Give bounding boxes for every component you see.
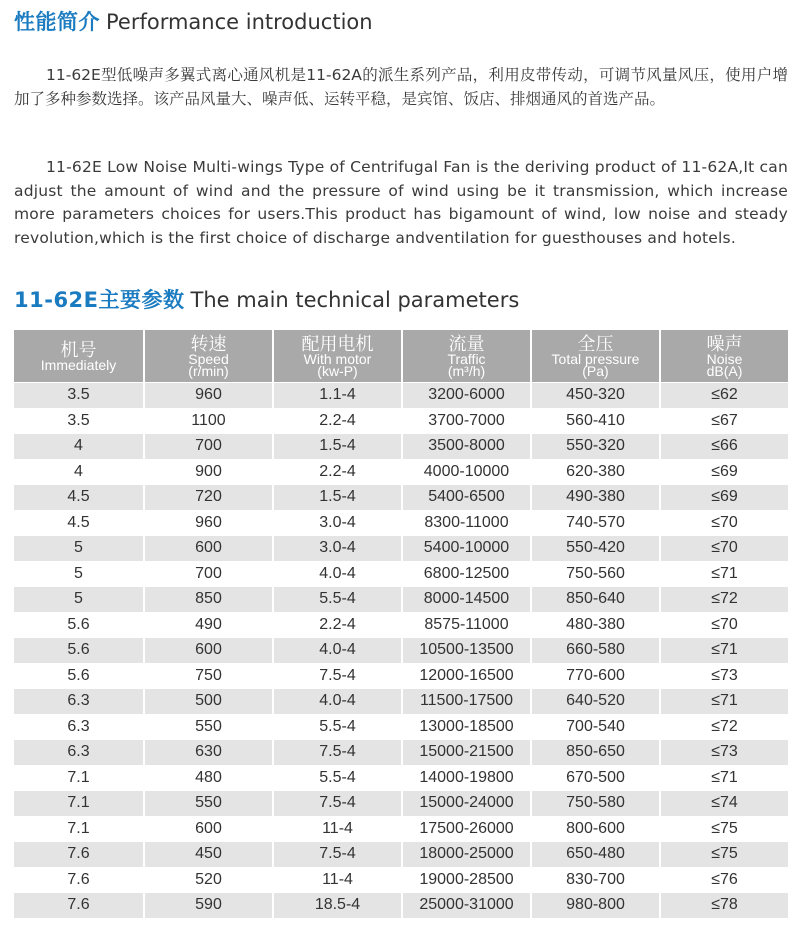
table-cell: ≤71 xyxy=(659,689,788,714)
table-cell: 5 xyxy=(14,536,143,561)
table-cell: 900 xyxy=(143,460,272,485)
column-header-cn: 转速 xyxy=(190,334,227,354)
table-cell: 11500-17500 xyxy=(401,689,530,714)
table-cell: ≤70 xyxy=(659,536,788,561)
heading-cn: 11-62E主要参数 xyxy=(14,288,185,312)
table-cell: 13000-18500 xyxy=(401,715,530,740)
column-header-unit: (kw-P) xyxy=(317,363,358,379)
table-cell: 700 xyxy=(143,434,272,459)
table-cell: 4.5 xyxy=(14,485,143,510)
table-cell: 520 xyxy=(143,868,272,893)
table-cell: 550-420 xyxy=(530,536,659,561)
table-row xyxy=(14,893,788,918)
column-header xyxy=(272,330,401,382)
table-cell: ≤70 xyxy=(659,613,788,638)
column-header-en: Total pressure xyxy=(551,351,640,367)
table-cell: ≤73 xyxy=(659,740,788,765)
table-cell: ≤76 xyxy=(659,868,788,893)
table-row xyxy=(14,562,788,587)
table-cell: 5.5-4 xyxy=(272,766,401,791)
column-header-unit: dB(A) xyxy=(706,363,743,379)
table-cell: 770-600 xyxy=(530,664,659,689)
table-cell: 960 xyxy=(143,383,272,408)
column-header-cn: 配用电机 xyxy=(301,334,374,354)
table-cell: 4000-10000 xyxy=(401,460,530,485)
table-cell: 11-4 xyxy=(272,868,401,893)
table-cell: ≤72 xyxy=(659,715,788,740)
table-cell: 5400-6500 xyxy=(401,485,530,510)
column-header-en: Traffic xyxy=(447,351,486,367)
table-row xyxy=(14,460,788,485)
table-cell: 4.5 xyxy=(14,511,143,536)
table-cell: 3.0-4 xyxy=(272,511,401,536)
table-cell: 750-580 xyxy=(530,791,659,816)
table-cell: 3.5 xyxy=(14,409,143,434)
column-header-cn: 噪声 xyxy=(706,334,743,354)
table-cell: 7.6 xyxy=(14,868,143,893)
table-cell: 15000-21500 xyxy=(401,740,530,765)
table-row xyxy=(14,689,788,714)
table-cell: 8000-14500 xyxy=(401,587,530,612)
table-cell: 660-580 xyxy=(530,638,659,663)
column-header xyxy=(401,330,530,382)
table-cell: 650-480 xyxy=(530,842,659,867)
table-cell: 1.5-4 xyxy=(272,485,401,510)
table-cell: 5.5-4 xyxy=(272,715,401,740)
intro-cn-text: 11-62E型低噪声多翼式离心通风机是11-62A的派生系列产品，利用皮带传动，可调节风量风压，使用户增加了多种参数选择。该产品风量大、噪声低、运转平稳，是宾馆、饭店、排烟通风的首选产品。 xyxy=(14,66,788,108)
table-cell: ≤66 xyxy=(659,434,788,459)
table-cell: 5.5-4 xyxy=(272,587,401,612)
table-row xyxy=(14,766,788,791)
table-cell: 5.6 xyxy=(14,613,143,638)
table-cell: 5.6 xyxy=(14,638,143,663)
table-row xyxy=(14,511,788,536)
table-cell: ≤69 xyxy=(659,460,788,485)
table-row xyxy=(14,664,788,689)
table-cell: 4.0-4 xyxy=(272,638,401,663)
table-cell: ≤72 xyxy=(659,587,788,612)
table-cell: 3.0-4 xyxy=(272,536,401,561)
performance-intro-heading xyxy=(14,8,373,36)
table-cell: 17500-26000 xyxy=(401,817,530,842)
table-cell: 2.2-4 xyxy=(272,409,401,434)
column-header-cn: 全压 xyxy=(577,334,614,354)
table-cell: 7.1 xyxy=(14,791,143,816)
column-header xyxy=(14,330,143,382)
table-cell: 4.0-4 xyxy=(272,689,401,714)
table-cell: 490-380 xyxy=(530,485,659,510)
table-body xyxy=(14,383,788,918)
table-row xyxy=(14,791,788,816)
table-cell: 600 xyxy=(143,536,272,561)
table-cell: 12000-16500 xyxy=(401,664,530,689)
table-cell: 10500-13500 xyxy=(401,638,530,663)
intro-paragraph-cn xyxy=(14,64,788,111)
column-header-en: Noise xyxy=(706,351,743,367)
table-cell: 18.5-4 xyxy=(272,893,401,918)
table-cell: 4 xyxy=(14,460,143,485)
table-cell: 600 xyxy=(143,817,272,842)
table-row xyxy=(14,638,788,663)
table-cell: 740-570 xyxy=(530,511,659,536)
table-cell: 7.5-4 xyxy=(272,664,401,689)
table-cell: ≤71 xyxy=(659,638,788,663)
table-cell: 480 xyxy=(143,766,272,791)
table-cell: 7.5-4 xyxy=(272,842,401,867)
table-cell: 4.0-4 xyxy=(272,562,401,587)
table-cell: ≤75 xyxy=(659,842,788,867)
table-cell: ≤70 xyxy=(659,511,788,536)
table-cell: 25000-31000 xyxy=(401,893,530,918)
table-cell: ≤71 xyxy=(659,766,788,791)
table-row xyxy=(14,613,788,638)
table-cell: 1.5-4 xyxy=(272,434,401,459)
table-cell: 500 xyxy=(143,689,272,714)
table-cell: 19000-28500 xyxy=(401,868,530,893)
table-cell: 3200-6000 xyxy=(401,383,530,408)
table-cell: 450-320 xyxy=(530,383,659,408)
column-header xyxy=(143,330,272,382)
column-header-cn: 流量 xyxy=(448,334,485,354)
table-cell: 15000-24000 xyxy=(401,791,530,816)
table-cell: 6.3 xyxy=(14,689,143,714)
table-cell: 1.1-4 xyxy=(272,383,401,408)
column-header-cn: 机号 xyxy=(60,340,97,360)
column-header xyxy=(659,330,788,382)
table-cell: 750 xyxy=(143,664,272,689)
table-cell: 6.3 xyxy=(14,740,143,765)
table-cell: 980-800 xyxy=(530,893,659,918)
column-header-unit: (m³/h) xyxy=(447,363,486,379)
table-cell: 8575-11000 xyxy=(401,613,530,638)
table-cell: 7.1 xyxy=(14,766,143,791)
table-header xyxy=(14,330,788,382)
heading-en: Performance introduction xyxy=(106,10,373,34)
table-cell: 7.1 xyxy=(14,817,143,842)
table-cell: 700 xyxy=(143,562,272,587)
table-cell: 7.6 xyxy=(14,893,143,918)
table-row xyxy=(14,740,788,765)
column-header-en: With motor xyxy=(303,351,372,367)
table-cell: 640-520 xyxy=(530,689,659,714)
heading-en: The main technical parameters xyxy=(190,288,520,312)
table-cell: 700-540 xyxy=(530,715,659,740)
table-row xyxy=(14,715,788,740)
table-cell: 14000-19800 xyxy=(401,766,530,791)
table-cell: 850 xyxy=(143,587,272,612)
table-row xyxy=(14,536,788,561)
table-cell: 6800-12500 xyxy=(401,562,530,587)
table-cell: 620-380 xyxy=(530,460,659,485)
table-cell: 1100 xyxy=(143,409,272,434)
column-header-unit: (r/min) xyxy=(188,363,229,379)
table-cell: 550 xyxy=(143,715,272,740)
table-row xyxy=(14,485,788,510)
table-cell: 6.3 xyxy=(14,715,143,740)
table-cell: 5 xyxy=(14,562,143,587)
table-row xyxy=(14,587,788,612)
parameters-heading xyxy=(14,286,519,314)
table-cell: 2.2-4 xyxy=(272,613,401,638)
column-header-unit: (Pa) xyxy=(582,363,609,379)
table-header-row xyxy=(14,330,788,382)
table-cell: 750-560 xyxy=(530,562,659,587)
table-cell: 18000-25000 xyxy=(401,842,530,867)
table-cell: 5.6 xyxy=(14,664,143,689)
table-cell: 480-380 xyxy=(530,613,659,638)
table-cell: ≤69 xyxy=(659,485,788,510)
table-cell: ≤73 xyxy=(659,664,788,689)
table-cell: 11-4 xyxy=(272,817,401,842)
intro-en-text: 11-62E Low Noise Multi-wings Type of Centrifugal Fan is the deriving product of 11-62A,It can adjust the amount of wind and the pressure of wind using be it transmission, which increase more parameters choices for users.This product has bigamount of wind, low noise and steady revolution,which is the first choice of discharge andventilation for guesthouses and hotels. xyxy=(14,158,788,247)
table-cell: ≤62 xyxy=(659,383,788,408)
column-header-en: Immediately xyxy=(40,357,117,373)
table-cell: 490 xyxy=(143,613,272,638)
table-cell: ≤67 xyxy=(659,409,788,434)
column-header-en: Speed xyxy=(188,351,229,367)
table-cell: ≤75 xyxy=(659,817,788,842)
table-row xyxy=(14,868,788,893)
table-row xyxy=(14,409,788,434)
table-cell: 670-500 xyxy=(530,766,659,791)
table-cell: 7.6 xyxy=(14,842,143,867)
table-cell: ≤78 xyxy=(659,893,788,918)
table-cell: 630 xyxy=(143,740,272,765)
table-cell: 3.5 xyxy=(14,383,143,408)
table-cell: 830-700 xyxy=(530,868,659,893)
table-cell: 3700-7000 xyxy=(401,409,530,434)
table-cell: 960 xyxy=(143,511,272,536)
table-cell: 5400-10000 xyxy=(401,536,530,561)
table-row xyxy=(14,383,788,408)
table-cell: 850-640 xyxy=(530,587,659,612)
table-cell: 5 xyxy=(14,587,143,612)
table-cell: 600 xyxy=(143,638,272,663)
table-cell: 800-600 xyxy=(530,817,659,842)
intro-paragraph-en xyxy=(14,156,788,250)
table-cell: 550-320 xyxy=(530,434,659,459)
table-row xyxy=(14,842,788,867)
table-cell: 560-410 xyxy=(530,409,659,434)
table-row xyxy=(14,434,788,459)
table-row xyxy=(14,817,788,842)
table-cell: ≤74 xyxy=(659,791,788,816)
table-cell: 450 xyxy=(143,842,272,867)
table-cell: 3500-8000 xyxy=(401,434,530,459)
table-cell: 4 xyxy=(14,434,143,459)
table-cell: 590 xyxy=(143,893,272,918)
table-cell: 2.2-4 xyxy=(272,460,401,485)
table-cell: ≤71 xyxy=(659,562,788,587)
table-cell: 7.5-4 xyxy=(272,791,401,816)
table-cell: 720 xyxy=(143,485,272,510)
table-cell: 7.5-4 xyxy=(272,740,401,765)
column-header xyxy=(530,330,659,382)
table-cell: 8300-11000 xyxy=(401,511,530,536)
table-cell: 850-650 xyxy=(530,740,659,765)
table-cell: 550 xyxy=(143,791,272,816)
parameters-table xyxy=(14,329,788,919)
heading-cn: 性能简介 xyxy=(14,10,100,34)
